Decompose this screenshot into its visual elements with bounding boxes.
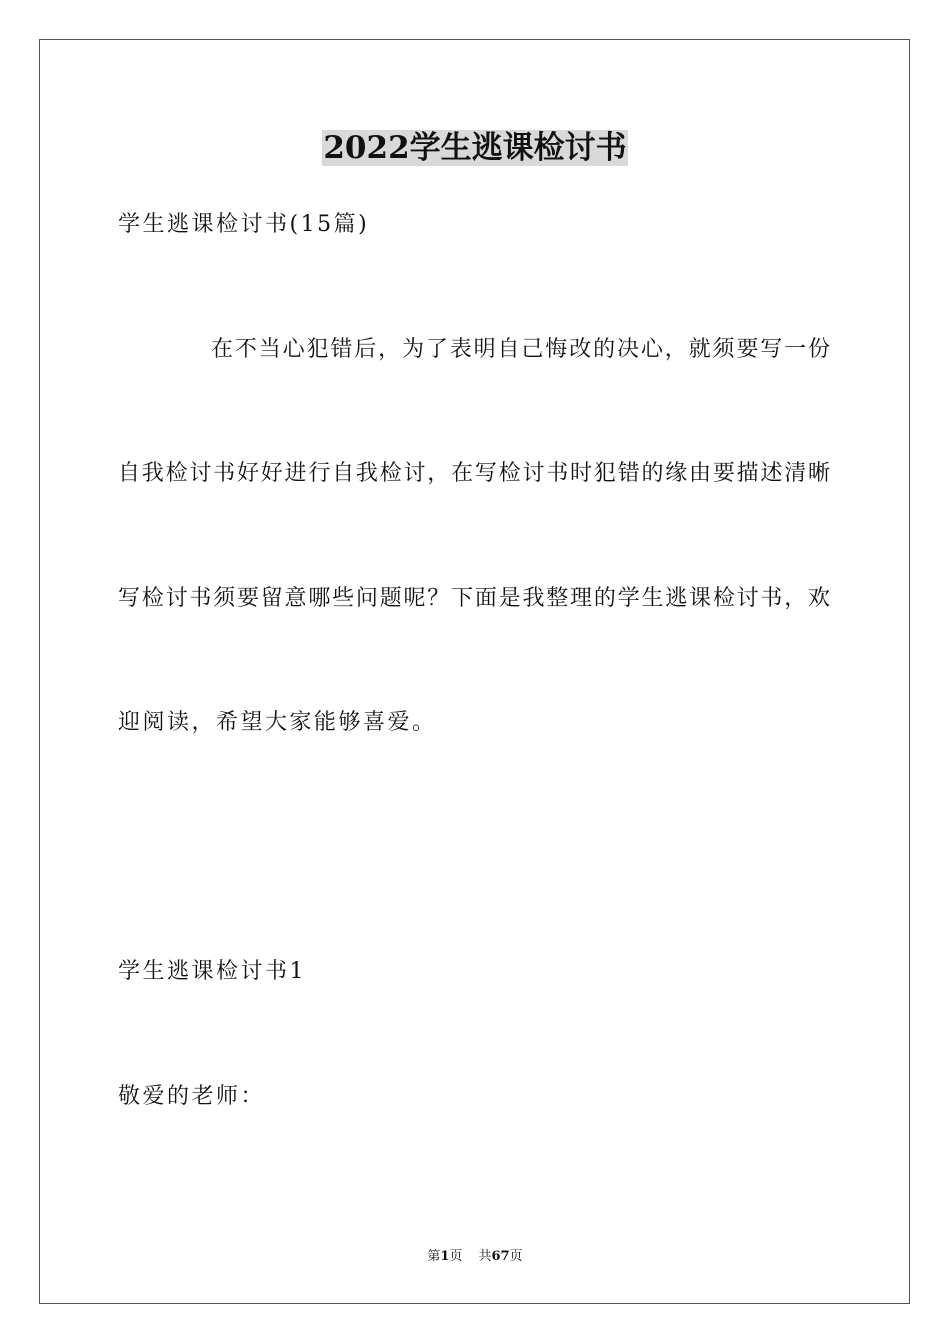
intro-paragraph-line-3: 写检讨书须要留意哪些问题呢？下面是我整理的学生逃课检讨书，欢: [118, 586, 830, 611]
intro-paragraph-line-4: 迎阅读，希望大家能够喜爱。: [118, 710, 437, 735]
footer-total-pages: 67: [491, 1249, 510, 1264]
page-footer: [0, 1248, 950, 1266]
intro-paragraph-line-1: 在不当心犯错后，为了表明自己悔改的决心，就须要写一份: [211, 337, 830, 362]
footer-total-suffix: 页: [509, 1249, 523, 1264]
footer-page-prefix: 第: [427, 1249, 441, 1264]
document-subtitle: 学生逃课检讨书(15篇): [118, 212, 370, 237]
document-title: 2022学生逃课检讨书: [323, 130, 627, 166]
footer-page-suffix: 页: [449, 1249, 463, 1264]
salutation: 敬爱的老师：: [118, 1084, 266, 1109]
footer-total-prefix: 共: [478, 1249, 492, 1264]
intro-paragraph-line-2: 自我检讨书好好进行自我检讨，在写检讨书时犯错的缘由要描述清晰: [118, 461, 830, 486]
footer-page-number: 1: [440, 1249, 450, 1264]
section-heading: 学生逃课检讨书1: [118, 959, 306, 984]
